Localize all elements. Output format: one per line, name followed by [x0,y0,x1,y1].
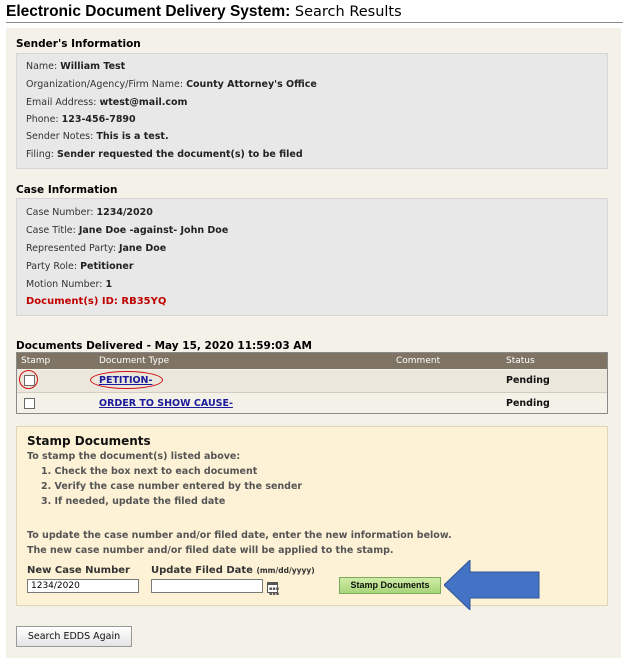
sender-email-value: wtest@mail.com [99,97,188,108]
sender-organization-value: County Attorney's Office [186,79,317,90]
table-row [17,393,607,415]
arrow-annotation-icon [444,560,540,610]
title-divider [6,22,623,23]
document-link-order-to-show-cause[interactable]: ORDER TO SHOW CAUSE- [99,398,233,409]
motion-number [26,279,112,290]
documents-table-header [17,353,607,369]
sender-organization [26,79,317,90]
column-stamp: Stamp [21,356,51,366]
column-status: Status [506,356,535,366]
case-number [26,207,153,218]
case-title-value: Jane Doe -against- John Doe [78,225,229,236]
party-role-label: Party Role: [26,261,81,272]
sender-filing [26,149,303,160]
sender-name-label: Name: [26,61,61,72]
sender-notes-label: Sender Notes: [26,131,97,142]
stamp-checkbox-petition[interactable] [24,375,35,386]
sender-name-value: William Test [60,61,126,72]
calendar-icon-header [268,583,277,585]
table-row [17,370,607,393]
search-edds-again-button[interactable]: Search EDDS Again [16,626,132,647]
sender-phone-value: 123-456-7890 [61,114,136,125]
documents-heading: Documents Delivered - May 15, 2020 11:59:03 AM [16,340,312,352]
status-text: Pending [506,398,550,409]
sender-name [26,61,125,72]
update-instructions-1: To update the case number and/or filed date, enter the new information below. [27,530,452,541]
page-title-rest: Search Results [290,4,402,20]
sender-notes-value: This is a test. [96,131,169,142]
sender-notes [26,131,169,142]
stamp-checkbox-order-to-show-cause[interactable] [24,398,35,409]
new-case-number-input[interactable] [27,579,139,593]
documents-table [16,352,608,414]
represented-party-label: Represented Party: [26,243,119,254]
filed-date-input[interactable] [151,579,263,593]
status-text: Pending [506,375,550,386]
case-number-label: Case Number: [26,207,97,218]
update-instructions-2: The new case number and/or filed date will be applied to the stamp. [27,545,394,556]
calendar-icon[interactable] [267,582,280,597]
sender-filing-label: Filing: [26,149,57,160]
sender-phone [26,114,136,125]
column-document-type: Document Type [99,356,170,366]
stamp-step-3: 3. If needed, update the filed date [41,496,226,507]
sender-email [26,97,187,108]
new-case-number-label: New Case Number [27,565,130,576]
document-id: Document(s) ID: RB35YQ [26,296,167,307]
case-heading: Case Information [16,184,118,196]
sender-heading: Sender's Information [16,38,141,50]
sender-email-label: Email Address: [26,97,100,108]
case-title-label: Case Title: [26,225,79,236]
represented-party-value: Jane Doe [118,243,167,254]
update-filed-date-label [151,565,315,576]
column-comment: Comment [396,356,441,366]
page-title-bold: Electronic Document Delivery System: [6,3,291,20]
stamp-step-2: 2. Verify the case number entered by the sender [41,481,303,492]
motion-number-value: 1 [105,279,113,290]
case-number-value: 1234/2020 [96,207,153,218]
sender-organization-label: Organization/Agency/Firm Name: [26,79,187,90]
case-title [26,225,228,236]
update-filed-date-label-text: Update Filed Date [151,565,253,576]
stamp-step-1: 1. Check the box next to each document [41,466,258,477]
stamp-documents-button[interactable]: Stamp Documents [339,577,441,594]
document-link-petition[interactable]: PETITION- [99,375,153,386]
stamp-heading: Stamp Documents [27,434,151,448]
date-format-hint: (mm/dd/yyyy) [256,566,315,575]
represented-party [26,243,166,254]
party-role [26,261,134,272]
party-role-value: Petitioner [80,261,134,272]
calendar-icon-grid: ▪▪▪ ▪▪▪ [269,586,280,597]
stamp-intro: To stamp the document(s) listed above: [27,451,241,462]
sender-phone-label: Phone: [26,114,62,125]
motion-number-label: Motion Number: [26,279,106,290]
page-title [6,3,402,21]
sender-filing-value: Sender requested the document(s) to be filed [56,149,303,160]
